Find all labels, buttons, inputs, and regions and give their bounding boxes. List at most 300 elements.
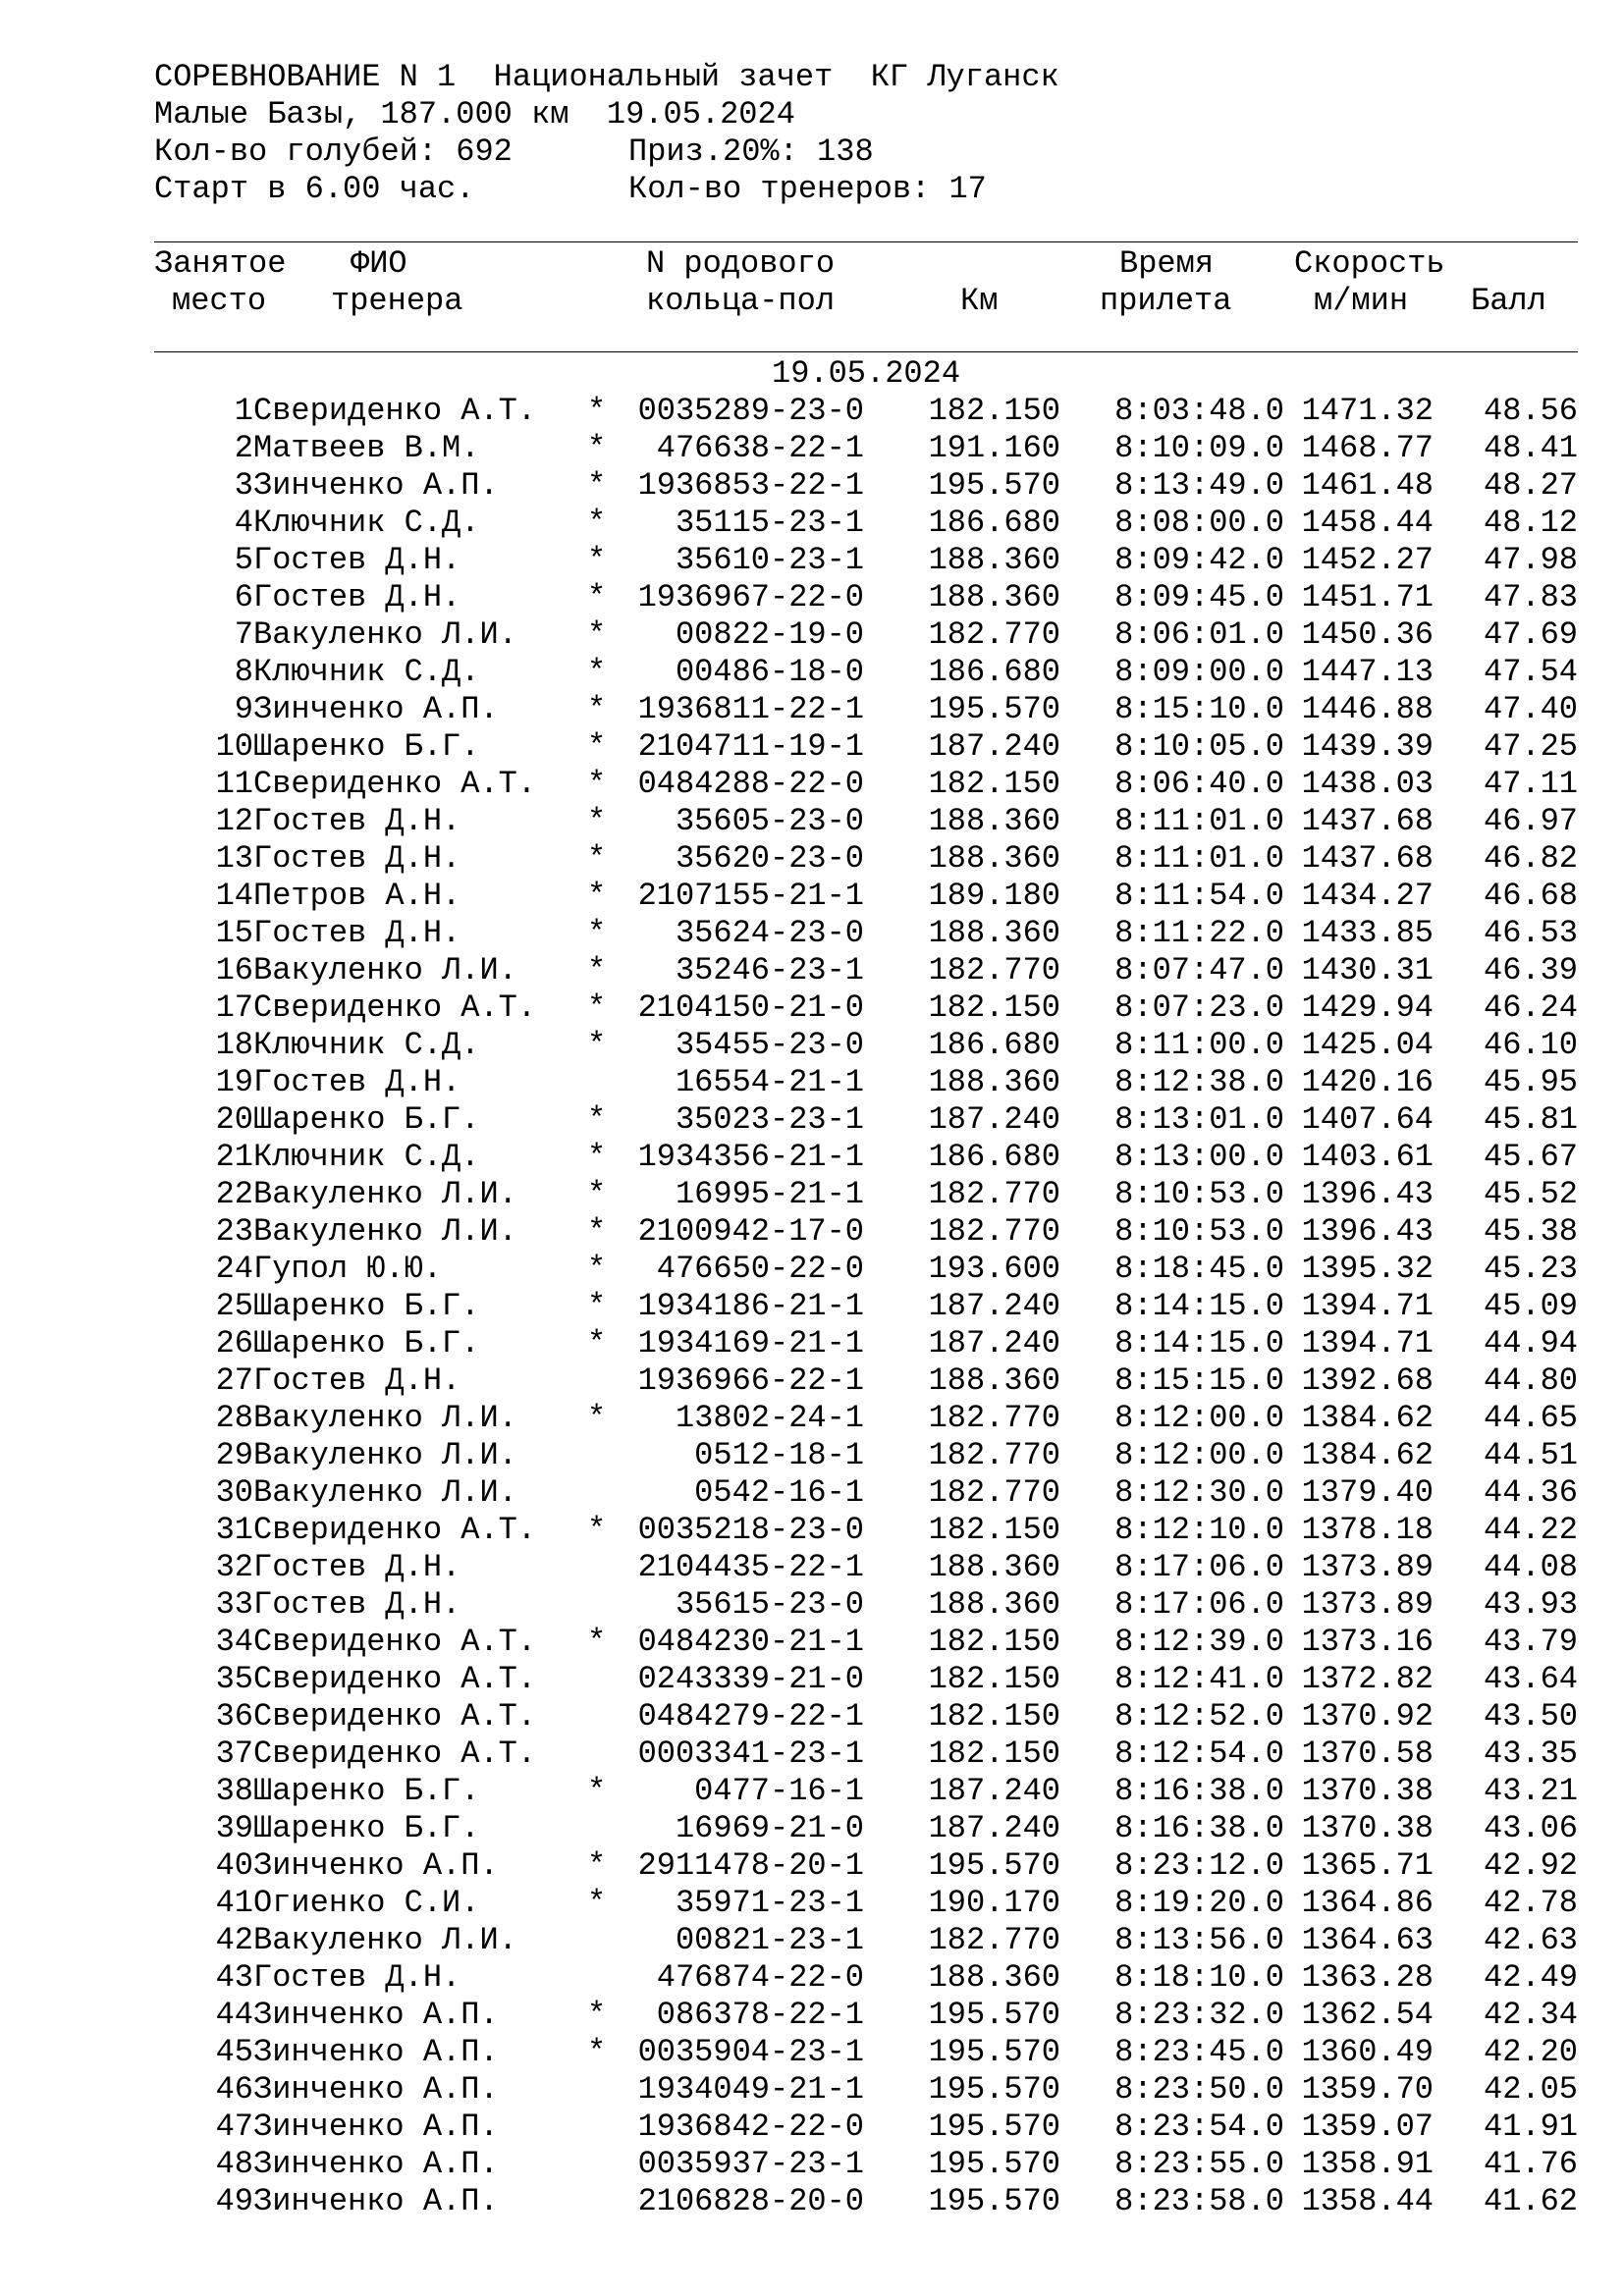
cell-place: 37 [215,1735,253,1772]
cell-speed: 1396.43 [1301,1176,1434,1212]
cell-arrival-time: 8:12:00.0 [1114,1437,1284,1473]
table-row [0,467,1624,505]
cell-points: 46.82 [1483,840,1578,877]
cell-arrival-time: 8:23:12.0 [1114,1847,1284,1884]
cell-trainer-name: Зинченко А.П. [253,2183,499,2219]
cell-speed: 1373.89 [1301,1586,1434,1623]
cell-ring-number: 35023-23-1 [675,1101,864,1138]
race-location-line: Малые Базы, 187.000 км 19.05.2024 [154,96,795,133]
cell-distance-km: 188.360 [928,915,1060,951]
cell-ring-number: 0512-18-1 [694,1437,864,1473]
cell-marker: * [587,952,607,988]
cell-marker: * [587,2034,607,2070]
cell-marker: * [587,1512,607,1548]
cell-distance-km: 190.170 [928,1885,1060,1921]
cell-marker: * [587,579,607,615]
table-row [0,1624,1624,1661]
cell-arrival-time: 8:10:09.0 [1114,430,1284,466]
table-row [0,1176,1624,1213]
cell-trainer-name: Вакуленко Л.И. [253,1474,517,1511]
table-row [0,2071,1624,2109]
cell-points: 43.50 [1483,1698,1578,1735]
cell-arrival-time: 8:06:01.0 [1114,616,1284,653]
table-row [0,505,1624,542]
table-row [0,2109,1624,2146]
cell-arrival-time: 8:09:42.0 [1114,542,1284,578]
table-row [0,1512,1624,1549]
cell-ring-number: 0477-16-1 [694,1773,864,1809]
cell-ring-number: 2107155-21-1 [637,878,864,914]
cell-speed: 1358.44 [1301,2183,1434,2219]
cell-distance-km: 186.680 [928,1027,1060,1063]
cell-speed: 1359.70 [1301,2071,1434,2108]
cell-place: 3 [234,467,253,504]
cell-speed: 1364.86 [1301,1885,1434,1921]
cell-ring-number: 35605-23-0 [675,803,864,839]
cell-place: 14 [215,878,253,914]
cell-speed: 1384.62 [1301,1437,1434,1473]
cell-speed: 1370.92 [1301,1698,1434,1735]
cell-speed: 1403.61 [1301,1139,1434,1175]
cell-arrival-time: 8:07:47.0 [1114,952,1284,988]
cell-ring-number: 476638-22-1 [656,430,864,466]
cell-place: 31 [215,1512,253,1548]
cell-speed: 1363.28 [1301,1959,1434,1996]
cell-arrival-time: 8:18:10.0 [1114,1959,1284,1996]
table-row [0,915,1624,952]
cell-points: 47.83 [1483,579,1578,615]
cell-distance-km: 188.360 [928,840,1060,877]
cell-place: 5 [234,542,253,578]
cell-distance-km: 191.160 [928,430,1060,466]
cell-speed: 1360.49 [1301,2034,1434,2070]
results-table-body [0,393,1624,2220]
cell-distance-km: 195.570 [928,691,1060,727]
table-row [0,952,1624,989]
cell-marker: * [587,1325,607,1362]
cell-trainer-name: Зинченко А.П. [253,2109,499,2145]
cell-ring-number: 1934169-21-1 [637,1325,864,1362]
cell-ring-number: 0542-16-1 [694,1474,864,1511]
table-row [0,2034,1624,2071]
cell-distance-km: 188.360 [928,579,1060,615]
cell-speed: 1433.85 [1301,915,1434,951]
table-row [0,766,1624,803]
cell-arrival-time: 8:15:10.0 [1114,691,1284,727]
cell-trainer-name: Ключник С.Д. [253,1139,480,1175]
cell-points: 43.35 [1483,1735,1578,1772]
table-row [0,1586,1624,1624]
cell-ring-number: 1934186-21-1 [637,1288,864,1324]
table-row [0,1400,1624,1437]
cell-marker: * [587,1773,607,1809]
cell-points: 45.52 [1483,1176,1578,1212]
cell-trainer-name: Вакуленко Л.И. [253,952,517,988]
cell-ring-number: 0035289-23-0 [637,393,864,429]
cell-trainer-name: Вакуленко Л.И. [253,1400,517,1436]
cell-arrival-time: 8:14:15.0 [1114,1325,1284,1362]
cell-distance-km: 182.770 [928,1474,1060,1511]
cell-ring-number: 35624-23-0 [675,915,864,951]
cell-place: 22 [215,1176,253,1212]
cell-trainer-name: Зинченко А.П. [253,2034,499,2070]
cell-points: 44.08 [1483,1549,1578,1585]
cell-trainer-name: Вакуленко Л.И. [253,616,517,653]
cell-arrival-time: 8:11:54.0 [1114,878,1284,914]
cell-marker: * [587,542,607,578]
cell-trainer-name: Свериденко А.Т. [253,766,537,802]
cell-speed: 1447.13 [1301,654,1434,690]
cell-marker: * [587,1400,607,1436]
cell-place: 41 [215,1885,253,1921]
cell-ring-number: 13802-24-1 [675,1400,864,1436]
cell-distance-km: 187.240 [928,1288,1060,1324]
cell-distance-km: 187.240 [928,1773,1060,1809]
cell-distance-km: 195.570 [928,467,1060,504]
cell-ring-number: 2104150-21-0 [637,989,864,1026]
cell-arrival-time: 8:12:54.0 [1114,1735,1284,1772]
table-row [0,1139,1624,1176]
cell-marker: * [587,505,607,541]
cell-distance-km: 187.240 [928,728,1060,765]
trainer-count: Кол-во тренеров: 17 [628,171,987,207]
cell-trainer-name: Гостев Д.Н. [253,915,461,951]
table-row [0,1922,1624,1959]
cell-place: 43 [215,1959,253,1996]
cell-distance-km: 188.360 [928,1586,1060,1623]
cell-ring-number: 16995-21-1 [675,1176,864,1212]
cell-trainer-name: Гостев Д.Н. [253,579,461,615]
cell-ring-number: 0484230-21-1 [637,1624,864,1660]
cell-arrival-time: 8:09:45.0 [1114,579,1284,615]
cell-marker: * [587,1251,607,1287]
cell-marker: * [587,1139,607,1175]
cell-speed: 1395.32 [1301,1251,1434,1287]
cell-ring-number: 35971-23-1 [675,1885,864,1921]
table-row [0,1810,1624,1847]
table-row [0,2146,1624,2183]
table-row [0,1325,1624,1362]
cell-speed: 1364.63 [1301,1922,1434,1958]
cell-trainer-name: Гостев Д.Н. [253,542,461,578]
cell-place: 17 [215,989,253,1026]
cell-points: 48.27 [1483,467,1578,504]
cell-distance-km: 182.150 [928,766,1060,802]
cell-arrival-time: 8:12:38.0 [1114,1064,1284,1100]
cell-points: 46.39 [1483,952,1578,988]
cell-distance-km: 187.240 [928,1101,1060,1138]
cell-trainer-name: Свериденко А.Т. [253,1698,537,1735]
table-row [0,1959,1624,1997]
table-row [0,616,1624,654]
cell-trainer-name: Ключник С.Д. [253,1027,480,1063]
cell-distance-km: 182.150 [928,1624,1060,1660]
cell-points: 46.10 [1483,1027,1578,1063]
table-row [0,1437,1624,1474]
cell-points: 45.67 [1483,1139,1578,1175]
table-row [0,728,1624,766]
cell-place: 9 [234,691,253,727]
cell-place: 32 [215,1549,253,1585]
cell-points: 48.12 [1483,505,1578,541]
cell-place: 42 [215,1922,253,1958]
table-row [0,1101,1624,1139]
cell-distance-km: 182.150 [928,1698,1060,1735]
cell-speed: 1358.91 [1301,2146,1434,2182]
table-row [0,1213,1624,1251]
table-row [0,1474,1624,1512]
cell-speed: 1425.04 [1301,1027,1434,1063]
cell-trainer-name: Зинченко А.П. [253,467,499,504]
cell-distance-km: 195.570 [928,2183,1060,2219]
cell-place: 20 [215,1101,253,1138]
cell-ring-number: 2104435-22-1 [637,1549,864,1585]
cell-arrival-time: 8:13:00.0 [1114,1139,1284,1175]
cell-trainer-name: Гостев Д.Н. [253,1362,461,1399]
cell-ring-number: 0035218-23-0 [637,1512,864,1548]
cell-marker: * [587,1176,607,1212]
cell-speed: 1461.48 [1301,467,1434,504]
cell-trainer-name: Вакуленко Л.И. [253,1437,517,1473]
cell-place: 24 [215,1251,253,1287]
cell-ring-number: 35620-23-0 [675,840,864,877]
cell-trainer-name: Гостев Д.Н. [253,803,461,839]
cell-speed: 1378.18 [1301,1512,1434,1548]
cell-speed: 1437.68 [1301,840,1434,877]
pigeon-count: Кол-во голубей: 692 [154,133,513,170]
cell-trainer-name: Матвеев В.М. [253,430,480,466]
cell-ring-number: 1936853-22-1 [637,467,864,504]
cell-marker: * [587,1027,607,1063]
cell-distance-km: 195.570 [928,1997,1060,2033]
cell-points: 44.51 [1483,1437,1578,1473]
start-time: Старт в 6.00 час. [154,171,475,207]
cell-points: 43.21 [1483,1773,1578,1809]
cell-marker: * [587,803,607,839]
cell-arrival-time: 8:14:15.0 [1114,1288,1284,1324]
cell-marker: * [587,616,607,653]
cell-trainer-name: Свериденко А.Т. [253,989,537,1026]
table-row [0,393,1624,430]
cell-speed: 1430.31 [1301,952,1434,988]
cell-trainer-name: Гостев Д.Н. [253,1549,461,1585]
cell-ring-number: 0035904-23-1 [637,2034,864,2070]
cell-place: 33 [215,1586,253,1623]
cell-points: 44.22 [1483,1512,1578,1548]
col-ring-1: N родового [646,245,836,282]
cell-points: 45.95 [1483,1064,1578,1100]
cell-distance-km: 182.770 [928,616,1060,653]
cell-marker: * [587,1885,607,1921]
cell-speed: 1379.40 [1301,1474,1434,1511]
cell-speed: 1394.71 [1301,1288,1434,1324]
table-row [0,1997,1624,2034]
cell-ring-number: 1936966-22-1 [637,1362,864,1399]
cell-distance-km: 188.360 [928,1959,1060,1996]
cell-arrival-time: 8:17:06.0 [1114,1586,1284,1623]
cell-trainer-name: Свериденко А.Т. [253,1624,537,1660]
cell-distance-km: 182.150 [928,989,1060,1026]
cell-trainer-name: Зинченко А.П. [253,691,499,727]
cell-arrival-time: 8:23:50.0 [1114,2071,1284,2108]
cell-points: 42.05 [1483,2071,1578,2108]
cell-points: 44.36 [1483,1474,1578,1511]
cell-ring-number: 2106828-20-0 [637,2183,864,2219]
cell-arrival-time: 8:19:20.0 [1114,1885,1284,1921]
cell-distance-km: 187.240 [928,1810,1060,1846]
cell-points: 43.93 [1483,1586,1578,1623]
cell-trainer-name: Ключник С.Д. [253,654,480,690]
cell-points: 42.34 [1483,1997,1578,2033]
table-row [0,1251,1624,1288]
cell-trainer-name: Огиенко С.И. [253,1885,480,1921]
cell-ring-number: 2104711-19-1 [637,728,864,765]
cell-speed: 1370.58 [1301,1735,1434,1772]
cell-place: 36 [215,1698,253,1735]
cell-place: 6 [234,579,253,615]
cell-distance-km: 182.770 [928,1922,1060,1958]
cell-points: 41.91 [1483,2109,1578,2145]
cell-place: 2 [234,430,253,466]
cell-distance-km: 186.680 [928,654,1060,690]
cell-trainer-name: Зинченко А.П. [253,2071,499,2108]
cell-speed: 1450.36 [1301,616,1434,653]
cell-trainer-name: Гостев Д.Н. [253,1586,461,1623]
cell-speed: 1446.88 [1301,691,1434,727]
cell-trainer-name: Вакуленко Л.И. [253,1922,517,1958]
cell-points: 44.94 [1483,1325,1578,1362]
cell-distance-km: 186.680 [928,1139,1060,1175]
cell-distance-km: 188.360 [928,1064,1060,1100]
col-speed-1: Скорость [1294,245,1445,282]
cell-place: 26 [215,1325,253,1362]
cell-marker: * [587,989,607,1026]
cell-arrival-time: 8:23:55.0 [1114,2146,1284,2182]
table-row [0,1847,1624,1885]
cell-place: 49 [215,2183,253,2219]
cell-ring-number: 0035937-23-1 [637,2146,864,2182]
cell-place: 7 [234,616,253,653]
cell-trainer-name: Зинченко А.П. [253,1847,499,1884]
table-row [0,1549,1624,1586]
table-row [0,989,1624,1027]
table-row [0,1064,1624,1101]
cell-trainer-name: Свериденко А.Т. [253,393,537,429]
prize-count: Приз.20%: 138 [628,133,874,170]
cell-points: 46.24 [1483,989,1578,1026]
cell-arrival-time: 8:15:15.0 [1114,1362,1284,1399]
cell-speed: 1370.38 [1301,1773,1434,1809]
cell-marker: * [587,467,607,504]
cell-place: 8 [234,654,253,690]
cell-distance-km: 182.770 [928,952,1060,988]
cell-arrival-time: 8:11:22.0 [1114,915,1284,951]
cell-ring-number: 2911478-20-1 [637,1847,864,1884]
cell-place: 38 [215,1773,253,1809]
cell-distance-km: 182.150 [928,1661,1060,1697]
table-row [0,579,1624,616]
cell-marker: * [587,878,607,914]
col-time-2: прилета [1100,283,1232,319]
cell-place: 19 [215,1064,253,1100]
cell-arrival-time: 8:23:32.0 [1114,1997,1284,2033]
cell-distance-km: 182.770 [928,1176,1060,1212]
cell-arrival-time: 8:23:45.0 [1114,2034,1284,2070]
cell-trainer-name: Гупол Ю.Ю. [253,1251,443,1287]
cell-arrival-time: 8:18:45.0 [1114,1251,1284,1287]
cell-trainer-name: Петров А.Н. [253,878,461,914]
cell-distance-km: 195.570 [928,1847,1060,1884]
cell-ring-number: 1936811-22-1 [637,691,864,727]
cell-ring-number: 1934356-21-1 [637,1139,864,1175]
cell-points: 47.98 [1483,542,1578,578]
table-row [0,691,1624,728]
cell-points: 46.68 [1483,878,1578,914]
cell-points: 43.64 [1483,1661,1578,1697]
cell-arrival-time: 8:12:30.0 [1114,1474,1284,1511]
cell-arrival-time: 8:23:54.0 [1114,2109,1284,2145]
cell-arrival-time: 8:09:00.0 [1114,654,1284,690]
cell-arrival-time: 8:08:00.0 [1114,505,1284,541]
table-row [0,542,1624,579]
cell-speed: 1370.38 [1301,1810,1434,1846]
cell-distance-km: 188.360 [928,1362,1060,1399]
cell-trainer-name: Свериденко А.Т. [253,1512,537,1548]
cell-distance-km: 195.570 [928,2109,1060,2145]
table-row [0,1661,1624,1698]
cell-arrival-time: 8:12:10.0 [1114,1512,1284,1548]
cell-place: 23 [215,1213,253,1250]
cell-distance-km: 195.570 [928,2071,1060,2108]
cell-ring-number: 0484279-22-1 [637,1698,864,1735]
cell-marker: * [587,766,607,802]
table-row [0,430,1624,467]
cell-marker: * [587,1997,607,2033]
cell-marker: * [587,1213,607,1250]
cell-ring-number: 086378-22-1 [656,1997,864,2033]
cell-points: 42.63 [1483,1922,1578,1958]
cell-marker: * [587,915,607,951]
col-km: Км [960,283,999,319]
cell-trainer-name: Гостев Д.Н. [253,1064,461,1100]
cell-arrival-time: 8:12:00.0 [1114,1400,1284,1436]
cell-points: 46.53 [1483,915,1578,951]
cell-arrival-time: 8:16:38.0 [1114,1773,1284,1809]
cell-place: 48 [215,2146,253,2182]
cell-points: 47.54 [1483,654,1578,690]
cell-trainer-name: Шаренко Б.Г. [253,1325,480,1362]
cell-speed: 1365.71 [1301,1847,1434,1884]
cell-distance-km: 187.240 [928,1325,1060,1362]
cell-place: 13 [215,840,253,877]
cell-arrival-time: 8:11:01.0 [1114,803,1284,839]
table-row [0,1698,1624,1735]
cell-place: 27 [215,1362,253,1399]
cell-distance-km: 193.600 [928,1251,1060,1287]
cell-trainer-name: Гостев Д.Н. [253,840,461,877]
table-row [0,1288,1624,1325]
cell-points: 45.23 [1483,1251,1578,1287]
table-header-rule [154,351,1578,352]
cell-arrival-time: 8:06:40.0 [1114,766,1284,802]
cell-place: 10 [215,728,253,765]
cell-place: 4 [234,505,253,541]
cell-ring-number: 1936842-22-0 [637,2109,864,2145]
cell-place: 44 [215,1997,253,2033]
cell-ring-number: 0484288-22-0 [637,766,864,802]
competition-title: СОРЕВНОВАНИЕ N 1 Национальный зачет КГ Луганск [154,59,1059,95]
cell-speed: 1394.71 [1301,1325,1434,1362]
